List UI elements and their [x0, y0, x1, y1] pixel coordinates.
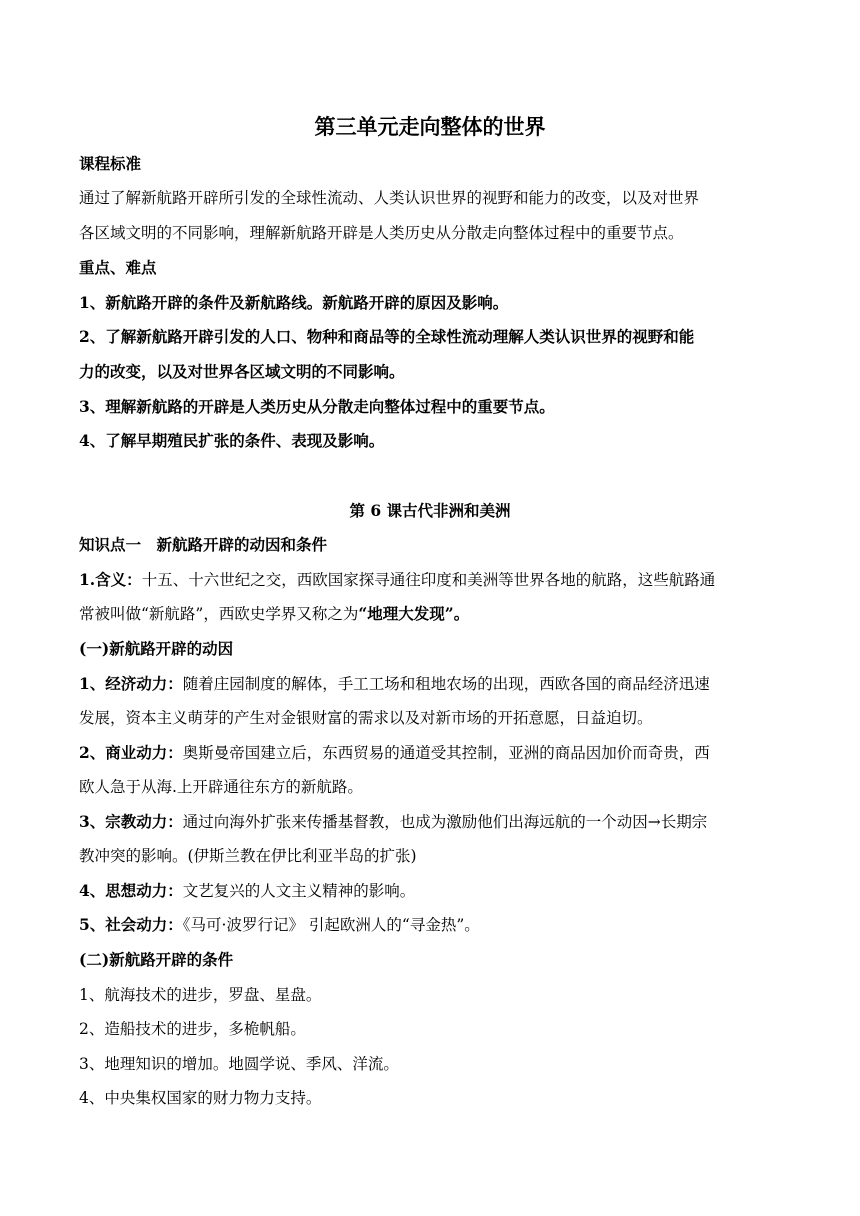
definition-term: “地理大发现”。 [358, 604, 470, 623]
unit-title: 第三单元走向整体的世界 [314, 114, 546, 139]
motive-commercial-text: 奥斯曼帝国建立后，东西贸易的通道受其控制，亚洲的商品因加价而奇贵，西 [182, 744, 710, 762]
motive-commercial-line1 [79, 742, 789, 764]
definition-line1 [79, 569, 789, 591]
motive-ideological-label: 4、思想动力： [79, 881, 183, 900]
key-point-2-line1: 2、了解新航路开辟引发的人口、物种和商品等的全球性流动理解人类认识世界的视野和能 [79, 327, 695, 346]
standards-text-line1: 通过了解新航路开辟所引发的全球性流动、人类认识世界的视野和能力的改变，以及对世界 [79, 189, 700, 207]
definition-label: 1.含义： [79, 570, 142, 589]
key-point-1: 1、新航路开辟的条件及新航路线。新航路开辟的原因及影响。 [79, 293, 509, 312]
motive-ideological [79, 880, 789, 902]
definition-line2 [79, 603, 789, 625]
condition-2: 2、造船技术的进步，多桅帆船。 [79, 1020, 306, 1038]
motive-religious-label: 3、宗教动力： [79, 812, 183, 831]
motive-economic-text: 随着庄园制度的解体，手工工场和租地农场的出现，西欧各国的商品经济迅速 [182, 675, 710, 693]
key-points-heading: 重点、难点 [79, 258, 157, 277]
key-point-3: 3、理解新航路的开辟是人类历史从分散走向整体过程中的重要节点。 [79, 397, 555, 416]
motive-commercial-line2: 欧人急于从海.上开辟通往东方的新航路。 [79, 778, 363, 796]
key-point-4: 4、了解早期殖民扩张的条件、表现及影响。 [79, 431, 385, 450]
motive-ideological-text: 文艺复兴的人文主义精神的影响。 [182, 882, 416, 900]
condition-4: 4、中央集权国家的财力物力支持。 [79, 1089, 322, 1107]
motive-social-label: 5、社会动力： [79, 915, 183, 934]
motive-economic-line2: 发展，资本主义萌芽的产生对金银财富的需求以及对新市场的开拓意愿，日益迫切。 [79, 709, 653, 727]
motive-economic-label: 1、经济动力： [79, 674, 183, 693]
motive-commercial-label: 2、商业动力： [79, 743, 183, 762]
motive-social-text: 《马可·波罗行记》 引起欧洲人的“寻金热”。 [182, 916, 480, 934]
condition-3: 3、地理知识的增加。地圆学说、季风、洋流。 [79, 1055, 399, 1073]
lesson-title: 第 6 课古代非洲和美洲 [349, 501, 511, 520]
key-point-2-line2: 力的改变，以及对世界各区域文明的不同影响。 [79, 362, 405, 381]
motives-heading: (一)新航路开辟的动因 [79, 639, 234, 658]
motive-religious-text: 通过向海外扩张来传播基督教，也成为激励他们出海远航的一个动因→长期宗 [182, 813, 708, 831]
motive-religious-line1 [79, 811, 789, 833]
motive-social [79, 914, 789, 936]
conditions-heading: (二)新航路开辟的条件 [79, 950, 234, 969]
condition-1: 1、航海技术的进步，罗盘、星盘。 [79, 986, 322, 1004]
knowledge-point-heading: 知识点一 新航路开辟的动因和条件 [79, 535, 328, 554]
definition-text-1: 十五、十六世纪之交，西欧国家探寻通往印度和美洲等世界各地的航路，这些航路通 [141, 571, 716, 589]
standards-text-line2: 各区域文明的不同影响，理解新航路开辟是人类历史从分散走向整体过程中的重要节点。 [79, 224, 684, 242]
standards-heading: 课程标准 [79, 154, 142, 173]
definition-text-2: 常被叫做“新航路”，西欧史学界又称之为 [79, 605, 359, 623]
motive-religious-line2: 教冲突的影响。(伊斯兰教在伊比利亚半岛的扩张) [79, 847, 417, 865]
motive-economic-line1 [79, 673, 789, 695]
